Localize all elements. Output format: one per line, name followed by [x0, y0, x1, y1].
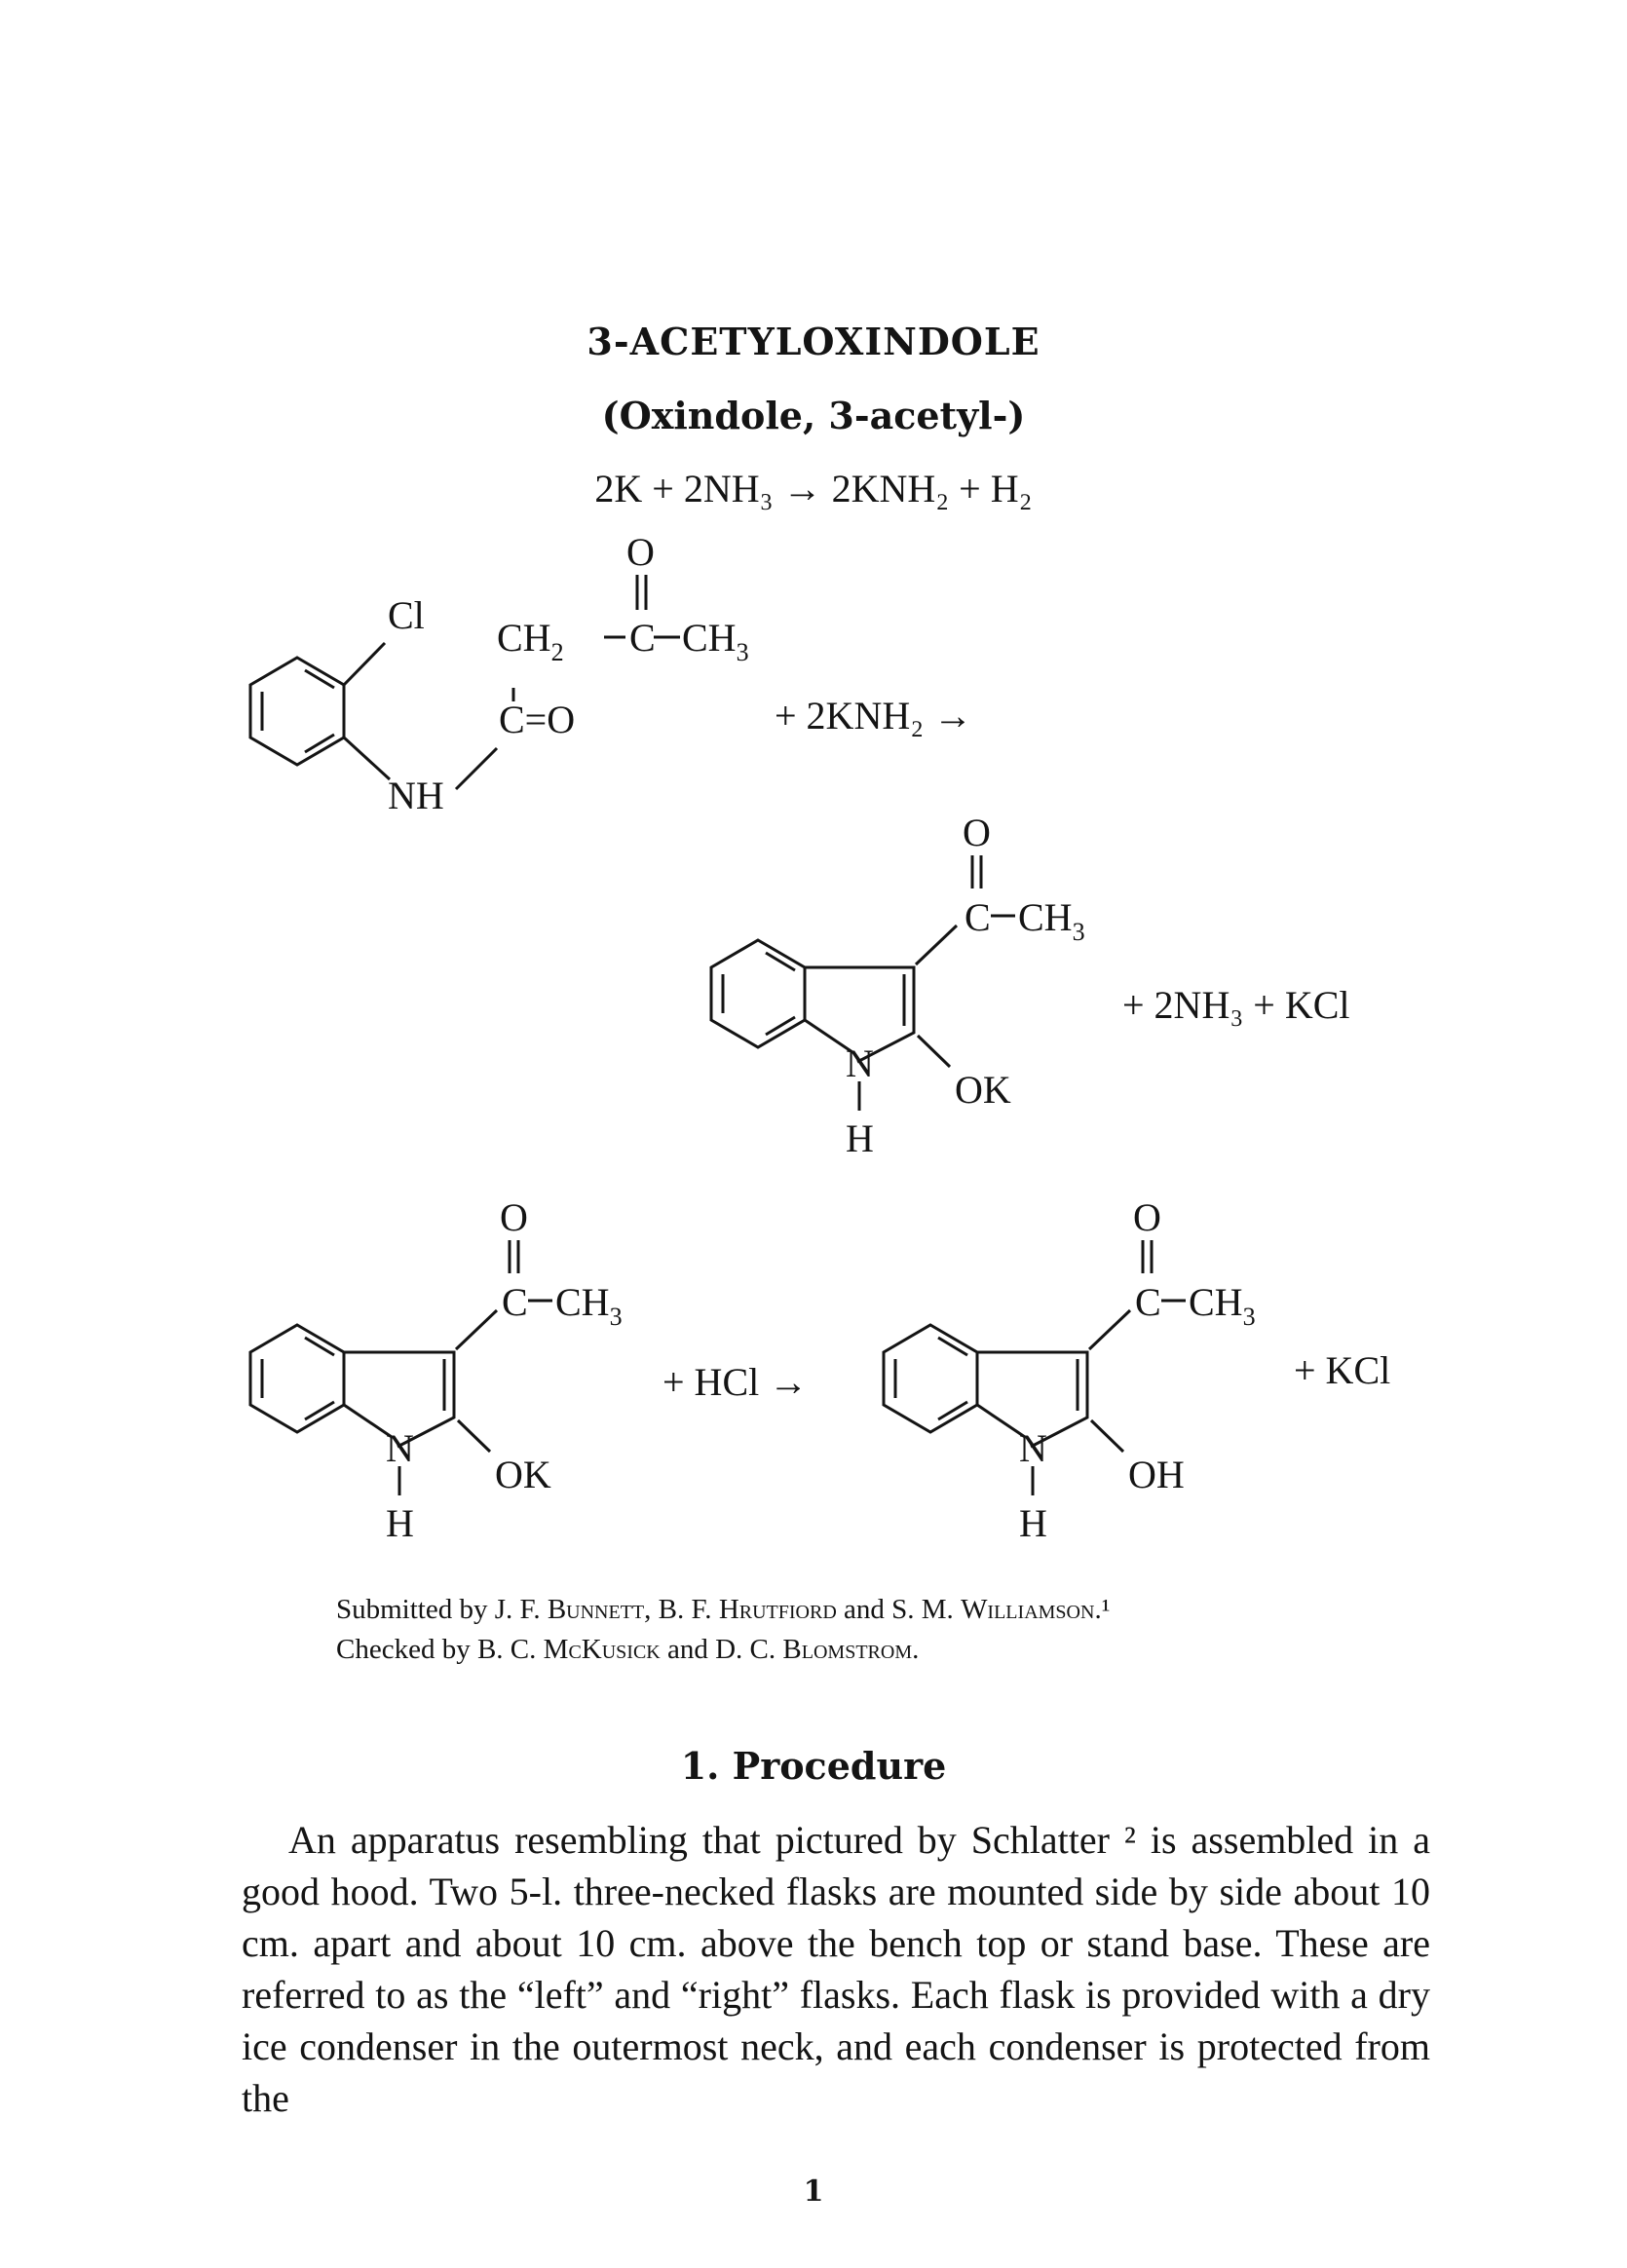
label-ch3: $CH_3$ [682, 616, 749, 666]
reagent-hcl: + HCl → [662, 1360, 809, 1404]
label-ch3: $CH_3$ [1189, 1280, 1256, 1331]
section-heading-procedure: 1. Procedure [680, 1744, 947, 1788]
label-h: H [386, 1501, 414, 1545]
label-h: H [846, 1116, 874, 1160]
byproducts-ammonia-kcl: + 2NH₃ + KCl [1122, 983, 1350, 1027]
label-c-eq-o: C=O [499, 698, 576, 741]
enolate-reactant [250, 1195, 623, 1545]
reactant-chloroacetoacetanilide [250, 530, 749, 817]
byproduct-kcl: + KCl [1294, 1348, 1391, 1392]
label-o: O [500, 1195, 528, 1239]
label-oh: OH [1128, 1453, 1185, 1496]
benzene-ring [250, 1325, 344, 1432]
label-cl: Cl [388, 593, 425, 637]
label-nh: NH [388, 774, 444, 817]
label-carbonyl-c: C [965, 895, 991, 939]
label-carbonyl-c: C [629, 616, 656, 660]
submitted-by-line: Submitted by J. F. Bunnett, B. F. Hrutfiord and S. M. Williamson.¹ [336, 1594, 1111, 1625]
label-ch3: $CH_3$ [1018, 895, 1085, 946]
label-o: O [963, 811, 991, 854]
intermediate-enolate [711, 811, 1085, 1160]
benzene-ring [884, 1325, 977, 1432]
benzene-ring [250, 658, 344, 765]
benzene-ring [711, 940, 805, 1047]
label-n: N [386, 1426, 414, 1470]
label-carbonyl-c: C [502, 1280, 528, 1324]
equation-potassium-amide: 2K + 2NH₃ → 2KNH₂ + H₂ [594, 467, 1033, 510]
label-ok: OK [495, 1453, 551, 1496]
label-o: O [626, 530, 655, 574]
label-carbonyl-c: C [1135, 1280, 1161, 1324]
label-ok: OK [955, 1068, 1011, 1112]
page-subtitle: (Oxindole, 3-acetyl-) [601, 394, 1026, 437]
label-o: O [1133, 1195, 1161, 1239]
procedure-paragraph: An apparatus resembling that pictured by Schlatter ² is assembled in a good hood. Two 5-l. three-necked flasks are mounted side by side about 10 cm. apart and about 10 cm. above the bench top or stand base. These are referred to as the “left” and “right” flasks. Each flask is provided with a dry ice condenser in the outermost neck, and each condenser is protected from the [242, 1818, 1430, 2120]
label-ch3: $CH_3$ [555, 1280, 623, 1331]
checked-by-line: Checked by B. C. McKusick and D. C. Blomstrom. [336, 1634, 920, 1665]
page-number: 1 [803, 2174, 824, 2209]
label-h: H [1019, 1501, 1047, 1545]
product-acetyloxindole [884, 1195, 1256, 1545]
page-title: 3-ACETYLOXINDOLE [586, 320, 1041, 363]
reagent-kamide: + 2KNH₂ → [775, 694, 973, 737]
label-n: N [846, 1041, 874, 1085]
label-n: N [1019, 1426, 1047, 1470]
credits [336, 1590, 1110, 1670]
label-ch2: $CH_2$ [497, 616, 564, 666]
